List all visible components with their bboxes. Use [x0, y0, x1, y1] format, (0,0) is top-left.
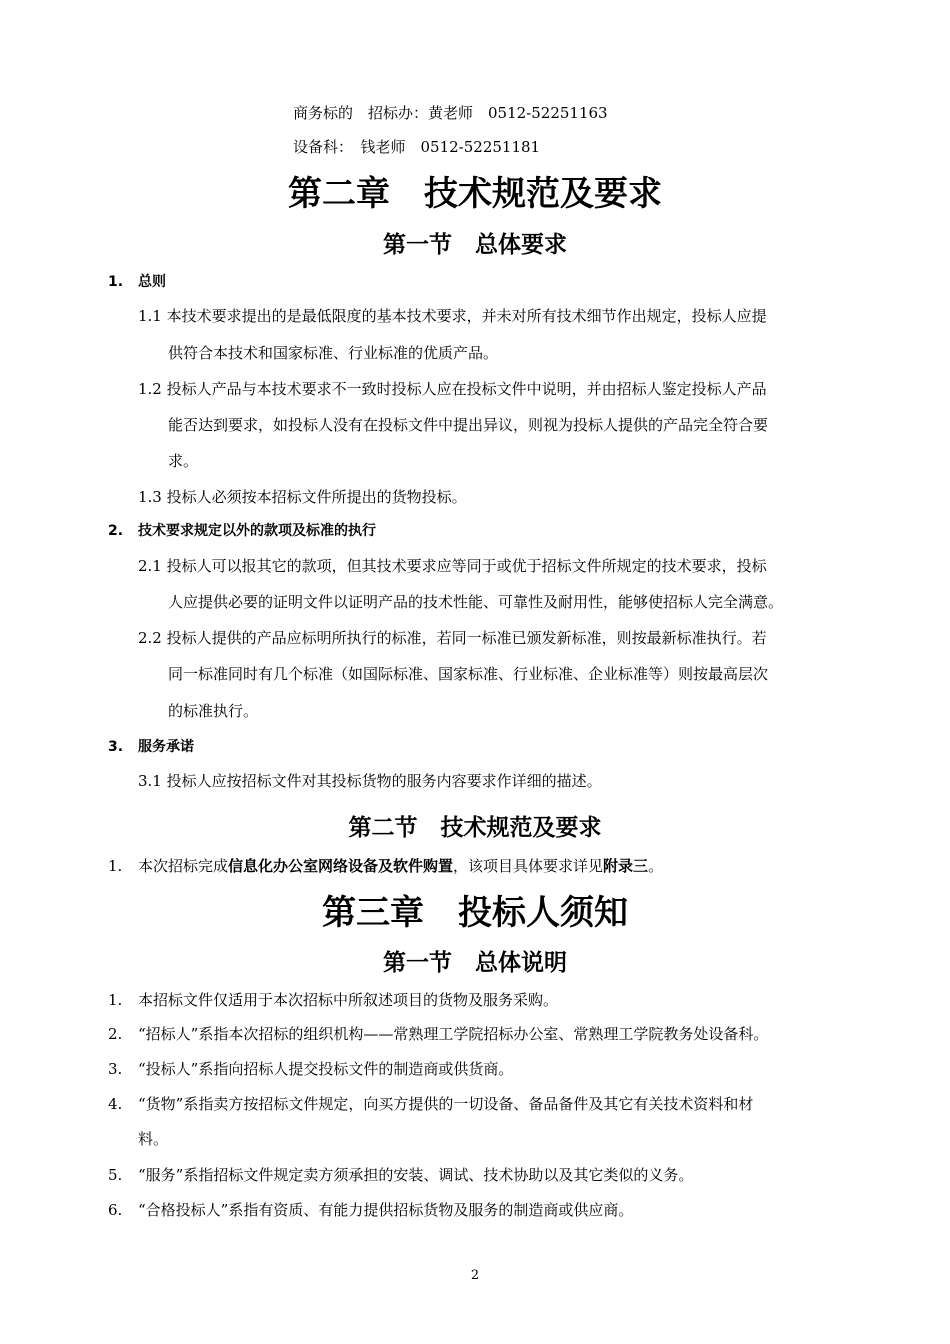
paragraph-2-1-line-1: 2.1 投标人可以报其它的款项，但其技术要求应等同于或优于招标文件所规定的技术要求，投标 — [138, 557, 767, 575]
paragraph-1-2-line-3: 求。 — [168, 452, 199, 470]
heading-text: 服务承诺 — [138, 739, 194, 755]
paragraph-2-2-line-3: 的标准执行。 — [168, 702, 259, 720]
contact-bidding-office: 商务标的 招标办：黄老师 0512-52251163 — [293, 104, 608, 122]
chapter-3-title: 第三章 投标人须知 — [322, 893, 628, 933]
paragraph-3-1: 3.1 投标人应按招标文件对其投标货物的服务内容要求作详细的描述。 — [138, 772, 602, 790]
list-number: 4. — [108, 1095, 123, 1113]
list-text: “合格投标人”系指有资质、有能力提供招标货物及服务的制造商或供应商。 — [138, 1201, 634, 1219]
list-item — [108, 1059, 513, 1079]
item-text-middle: ，该项目具体要求详见 — [453, 857, 604, 875]
heading-number: 1. — [108, 274, 124, 290]
list-number: 1. — [108, 991, 123, 1009]
list-number: 2. — [108, 1025, 123, 1043]
paragraph-2-2-line-2: 同一标准同时有几个标准（如国际标准、国家标准、行业标准、企业标准等）则按最高层次 — [168, 665, 769, 683]
chapter-2-section-1-title: 第一节 总体要求 — [383, 231, 567, 258]
chapter-2-section-2-title: 第二节 技术规范及要求 — [348, 814, 602, 841]
heading-text: 技术要求规定以外的款项及标准的执行 — [138, 523, 376, 539]
page-number: 2 — [470, 1268, 480, 1283]
heading-service-commitment — [108, 737, 194, 757]
paragraph-2-2-line-1: 2.2 投标人提供的产品应标明所执行的标准，若同一标准已颁发新标准，则按最新标准执行。若 — [138, 629, 767, 647]
paragraph-1-2-line-1: 1.2 投标人产品与本技术要求不一致时投标人应在投标文件中说明，并由招标人鉴定投标人产品 — [138, 380, 767, 398]
heading-number: 2. — [108, 523, 124, 539]
list-text: “货物”系指卖方按招标文件规定，向买方提供的一切设备、备品备件及其它有关技术资料和材 — [138, 1095, 754, 1113]
item-text-prefix: 本次招标完成 — [138, 857, 229, 875]
chapter-3-section-1-title: 第一节 总体说明 — [383, 949, 567, 976]
paragraph-1-2-line-2: 能否达到要求，如投标人没有在投标文件中提出异议，则视为投标人提供的产品完全符合要 — [168, 416, 769, 434]
list-text: “服务”系指招标文件规定卖方须承担的安装、调试、技术协助以及其它类似的义务。 — [138, 1166, 694, 1184]
list-text: 本招标文件仅适用于本次招标中所叙述项目的货物及服务采购。 — [138, 991, 559, 1009]
chapter-2-title: 第二章 技术规范及要求 — [288, 174, 662, 214]
heading-general — [108, 272, 166, 292]
heading-technical-exceptions — [108, 521, 376, 541]
list-item — [108, 1200, 633, 1220]
list-item — [108, 1165, 693, 1185]
list-number: 3. — [108, 1060, 123, 1078]
contact-equipment-dept: 设备科： 钱老师 0512-52251181 — [293, 138, 541, 156]
technical-spec-item — [108, 856, 663, 876]
item-text-suffix: 。 — [648, 857, 664, 875]
heading-number: 3. — [108, 739, 124, 755]
list-number: 1. — [108, 857, 123, 875]
list-item — [108, 1094, 753, 1114]
paragraph-1-3: 1.3 投标人必须按本招标文件所提出的货物投标。 — [138, 488, 467, 506]
list-number: 6. — [108, 1201, 123, 1219]
paragraph-1-1-line-2: 供符合本技术和国家标准、行业标准的优质产品。 — [168, 344, 499, 362]
heading-text: 总则 — [138, 274, 166, 290]
list-text: “招标人”系指本次招标的组织机构——常熟理工学院招标办公室、常熟理工学院教务处设备科。 — [138, 1025, 769, 1043]
appendix-reference: 附录三 — [603, 857, 649, 875]
list-text: “投标人”系指向招标人提交投标文件的制造商或供货商。 — [138, 1060, 514, 1078]
list-number: 5. — [108, 1166, 123, 1184]
list-item — [108, 1024, 768, 1044]
paragraph-2-1-line-2: 人应提供必要的证明文件以证明产品的技术性能、可靠性及耐用性，能够使招标人完全满意。 — [168, 593, 784, 611]
project-name: 信息化办公室网络设备及软件购置 — [228, 857, 454, 875]
list-item-continuation: 料。 — [138, 1130, 169, 1148]
list-item — [108, 990, 558, 1010]
paragraph-1-1-line-1: 1.1 本技术要求提出的是最低限度的基本技术要求，并未对所有技术细节作出规定，投标人应提 — [138, 307, 767, 325]
